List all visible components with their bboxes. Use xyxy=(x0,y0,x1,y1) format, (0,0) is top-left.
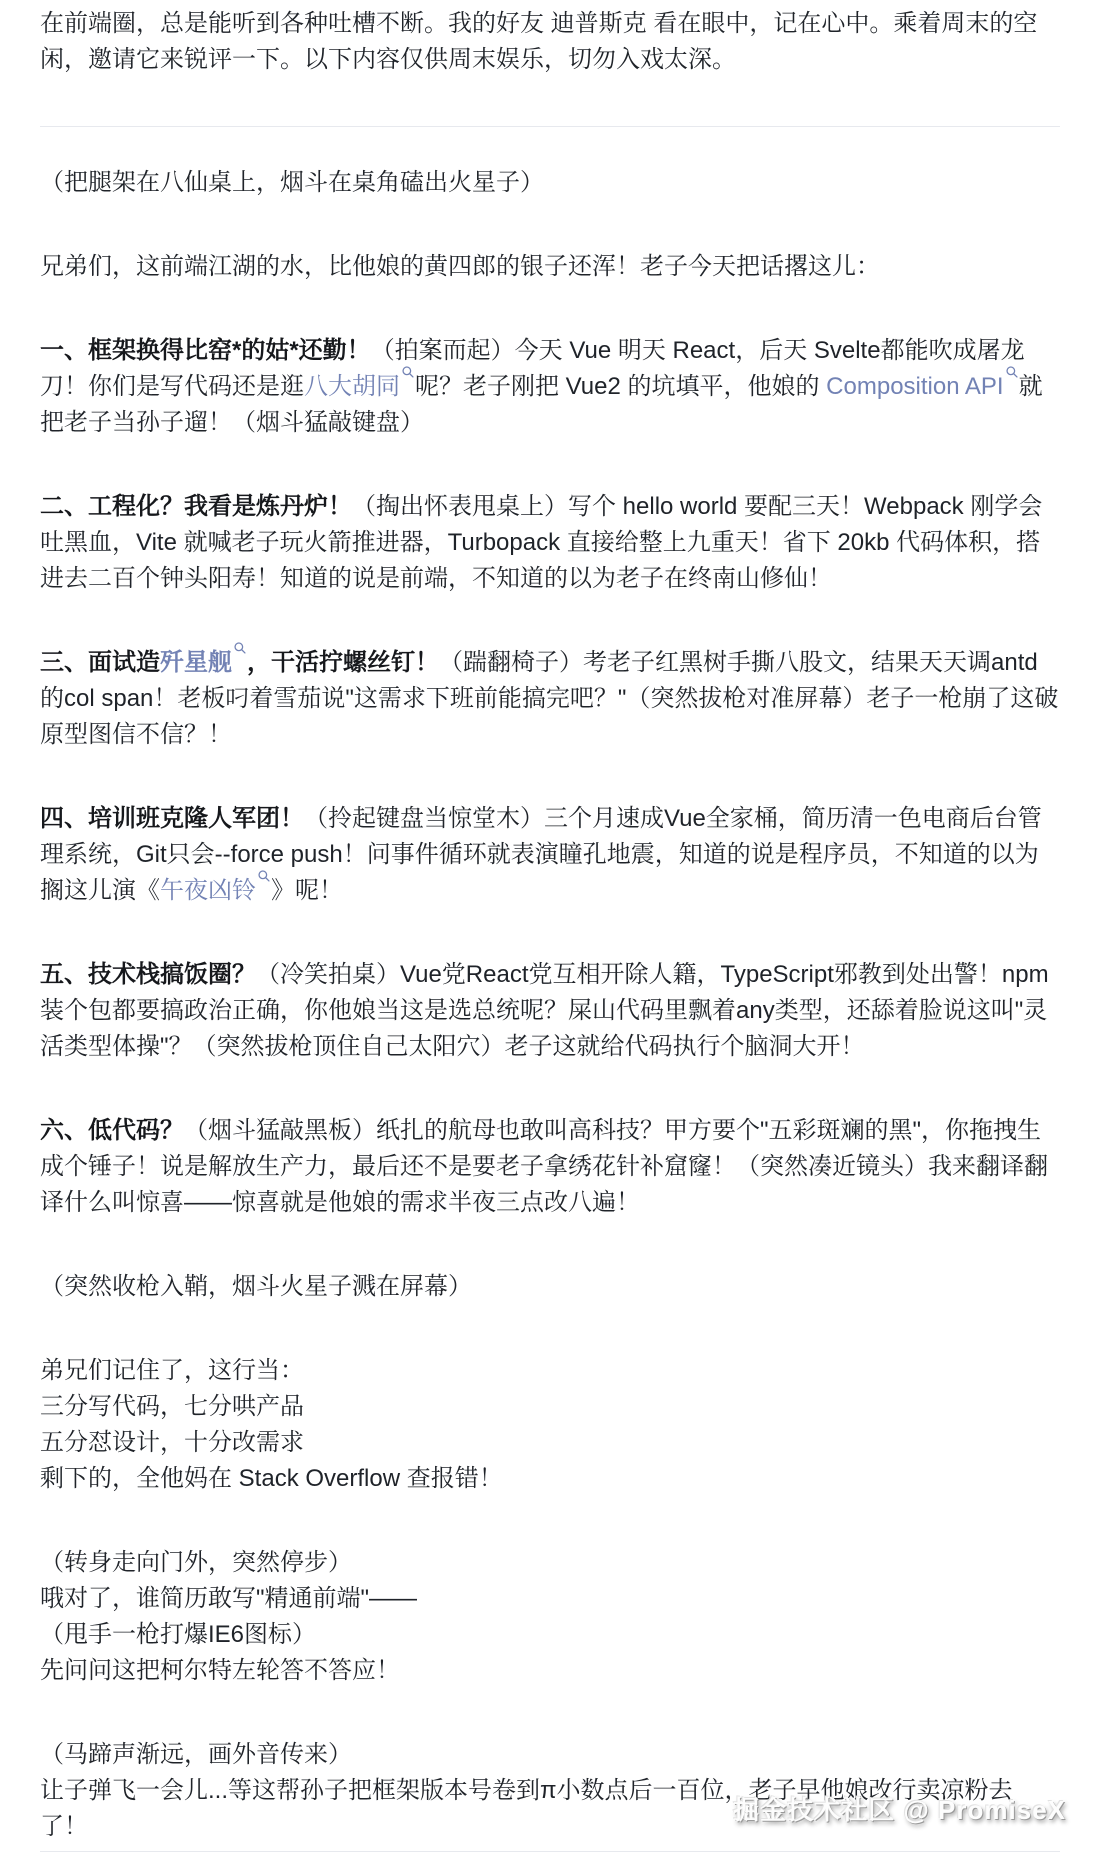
section-6-text-1: （烟斗猛敲黑板）纸扎的航母也敢叫高科技？甲方要个"五彩斑斓的黑"，你拖拽生成个锤子！说是解放生产力，最后还不是要老子拿绣花针补窟窿！（突然凑近镜头）我来翻译翻译什么叫惊喜——惊喜就是他娘的需求半夜三点改八遍！ xyxy=(40,1117,1048,1216)
search-link-icon xyxy=(1005,365,1019,379)
paragraph-section-3 xyxy=(40,645,1060,753)
link-wuyexiongling[interactable] xyxy=(160,877,271,904)
search-link-icon xyxy=(233,641,247,655)
rules-line-2: 三分写代码，七分哄产品 xyxy=(40,1393,304,1420)
link-label: 八大胡同 xyxy=(304,373,400,400)
link-badahutong[interactable] xyxy=(304,373,415,400)
article-body xyxy=(40,6,1060,1852)
section-5-heading: 五、技术栈搞饭圈？ xyxy=(40,961,256,988)
search-link-icon xyxy=(401,365,415,379)
link-composition-api[interactable] xyxy=(826,373,1018,400)
watermark: 掘金技术社区 @ PromiseX xyxy=(733,1795,1066,1825)
paragraph-section-1 xyxy=(40,333,1060,441)
exit-line-1: （转身走向门外，突然停步） xyxy=(40,1549,352,1576)
section-6-heading: 六、低代码？ xyxy=(40,1117,184,1144)
section-3-text-1: （踹翻椅子）考老子红黑树手撕八股文，结果天天调antd的col span！老板叼着雪茄说"这需求下班前能搞完吧？"（突然拔枪对准屏幕）老子一枪崩了这破原型图信不信？！ xyxy=(40,649,1059,748)
exit-line-2: 哦对了，谁简历敢写"精通前端"—— xyxy=(40,1585,418,1612)
search-link-icon xyxy=(257,869,271,883)
section-2-text-1: （掏出怀表甩桌上）写个 hello world 要配三天！Webpack 刚学会吐黑血，Vite 就喊老子玩火箭推进器，Turbopack 直接给整上九重天！省下 20kb 代码体积，搭进去二百个钟头阳寿！知道的说是前端，不知道的以为老子在终南山修仙！ xyxy=(40,493,1043,592)
section-1-text-2: 呢？老子刚把 Vue2 的坑填平，他娘的 xyxy=(415,373,827,400)
link-label: Composition API xyxy=(826,373,1004,400)
link-label: 午夜凶铃 xyxy=(160,877,256,904)
paragraph-section-4 xyxy=(40,801,1060,909)
paragraph-stage-open: （把腿架在八仙桌上，烟斗在桌角磕出火星子） xyxy=(40,169,544,196)
paragraph-section-5 xyxy=(40,957,1060,1065)
section-1-heading: 一、框架换得比窑*的姑*还勤！ xyxy=(40,337,371,364)
section-3-heading-post: ，干活拧螺丝钉！ xyxy=(247,649,439,676)
divider-bottom xyxy=(40,1851,1060,1852)
divider-top xyxy=(40,126,1060,127)
section-4-text-2: 》呢！ xyxy=(271,877,343,904)
link-jianxingjian[interactable] xyxy=(160,649,247,676)
section-5-text-1: （冷笑拍桌）Vue党React党互相开除人籍，TypeScript邪教到处出警！npm装个包都要搞政治正确，你他娘当这是选总统呢？屎山代码里飘着any类型，还舔着脸说这叫"灵活类型体操"？（突然拔枪顶住自己太阳穴）老子这就给代码执行个脑洞大开！ xyxy=(40,961,1049,1060)
paragraph-ending xyxy=(40,1737,1060,1845)
section-1-text-3: 就把老子当孙子遛！（烟斗猛敲键盘） xyxy=(40,373,1043,436)
section-4-heading: 四、培训班克隆人军团！ xyxy=(40,805,304,832)
paragraph-stage-holster: （突然收枪入鞘，烟斗火星子溅在屏幕） xyxy=(40,1273,472,1300)
paragraph-exit xyxy=(40,1545,1060,1689)
ending-line-2: 让子弹飞一会儿...等这帮孙子把框架版本号卷到π小数点后一百位，老子早他娘改行卖凉粉去了！ xyxy=(40,1777,1013,1840)
rules-line-3: 五分怼设计，十分改需求 xyxy=(40,1429,304,1456)
rules-line-1: 弟兄们记住了，这行当： xyxy=(40,1357,304,1384)
exit-line-3: （甩手一枪打爆IE6图标） xyxy=(40,1621,317,1648)
section-2-heading: 二、工程化？我看是炼丹炉！ xyxy=(40,493,352,520)
section-1-text-1: （拍案而起）今天 Vue 明天 React，后天 Svelte都能吹成屠龙刀！你们是写代码还是逛 xyxy=(40,337,1025,400)
paragraph-section-6 xyxy=(40,1113,1060,1221)
ending-line-1: （马蹄声渐远，画外音传来） xyxy=(40,1741,352,1768)
paragraph-rules xyxy=(40,1353,1060,1497)
paragraph-intro: 在前端圈，总是能听到各种吐槽不断。我的好友 迪普斯克 看在眼中，记在心中。乘着周末的空闲，邀请它来锐评一下。以下内容仅供周末娱乐，切勿入戏太深。 xyxy=(40,10,1038,73)
exit-line-4: 先问问这把柯尔特左轮答不答应！ xyxy=(40,1657,400,1684)
section-4-text-1: （拎起键盘当惊堂木）三个月速成Vue全家桶，简历清一色电商后台管理系统，Git只会--force push！问事件循环就表演瞳孔地震，知道的说是程序员，不知道的以为搁这儿演《 xyxy=(40,805,1042,904)
rules-line-4: 剩下的，全他妈在 Stack Overflow 查报错！ xyxy=(40,1465,503,1492)
section-3-heading-pre: 三、面试造 xyxy=(40,649,160,676)
link-label: 歼星舰 xyxy=(160,649,232,676)
paragraph-opening: 兄弟们，这前端江湖的水，比他娘的黄四郎的银子还浑！老子今天把话撂这儿： xyxy=(40,253,880,280)
paragraph-section-2 xyxy=(40,489,1060,597)
